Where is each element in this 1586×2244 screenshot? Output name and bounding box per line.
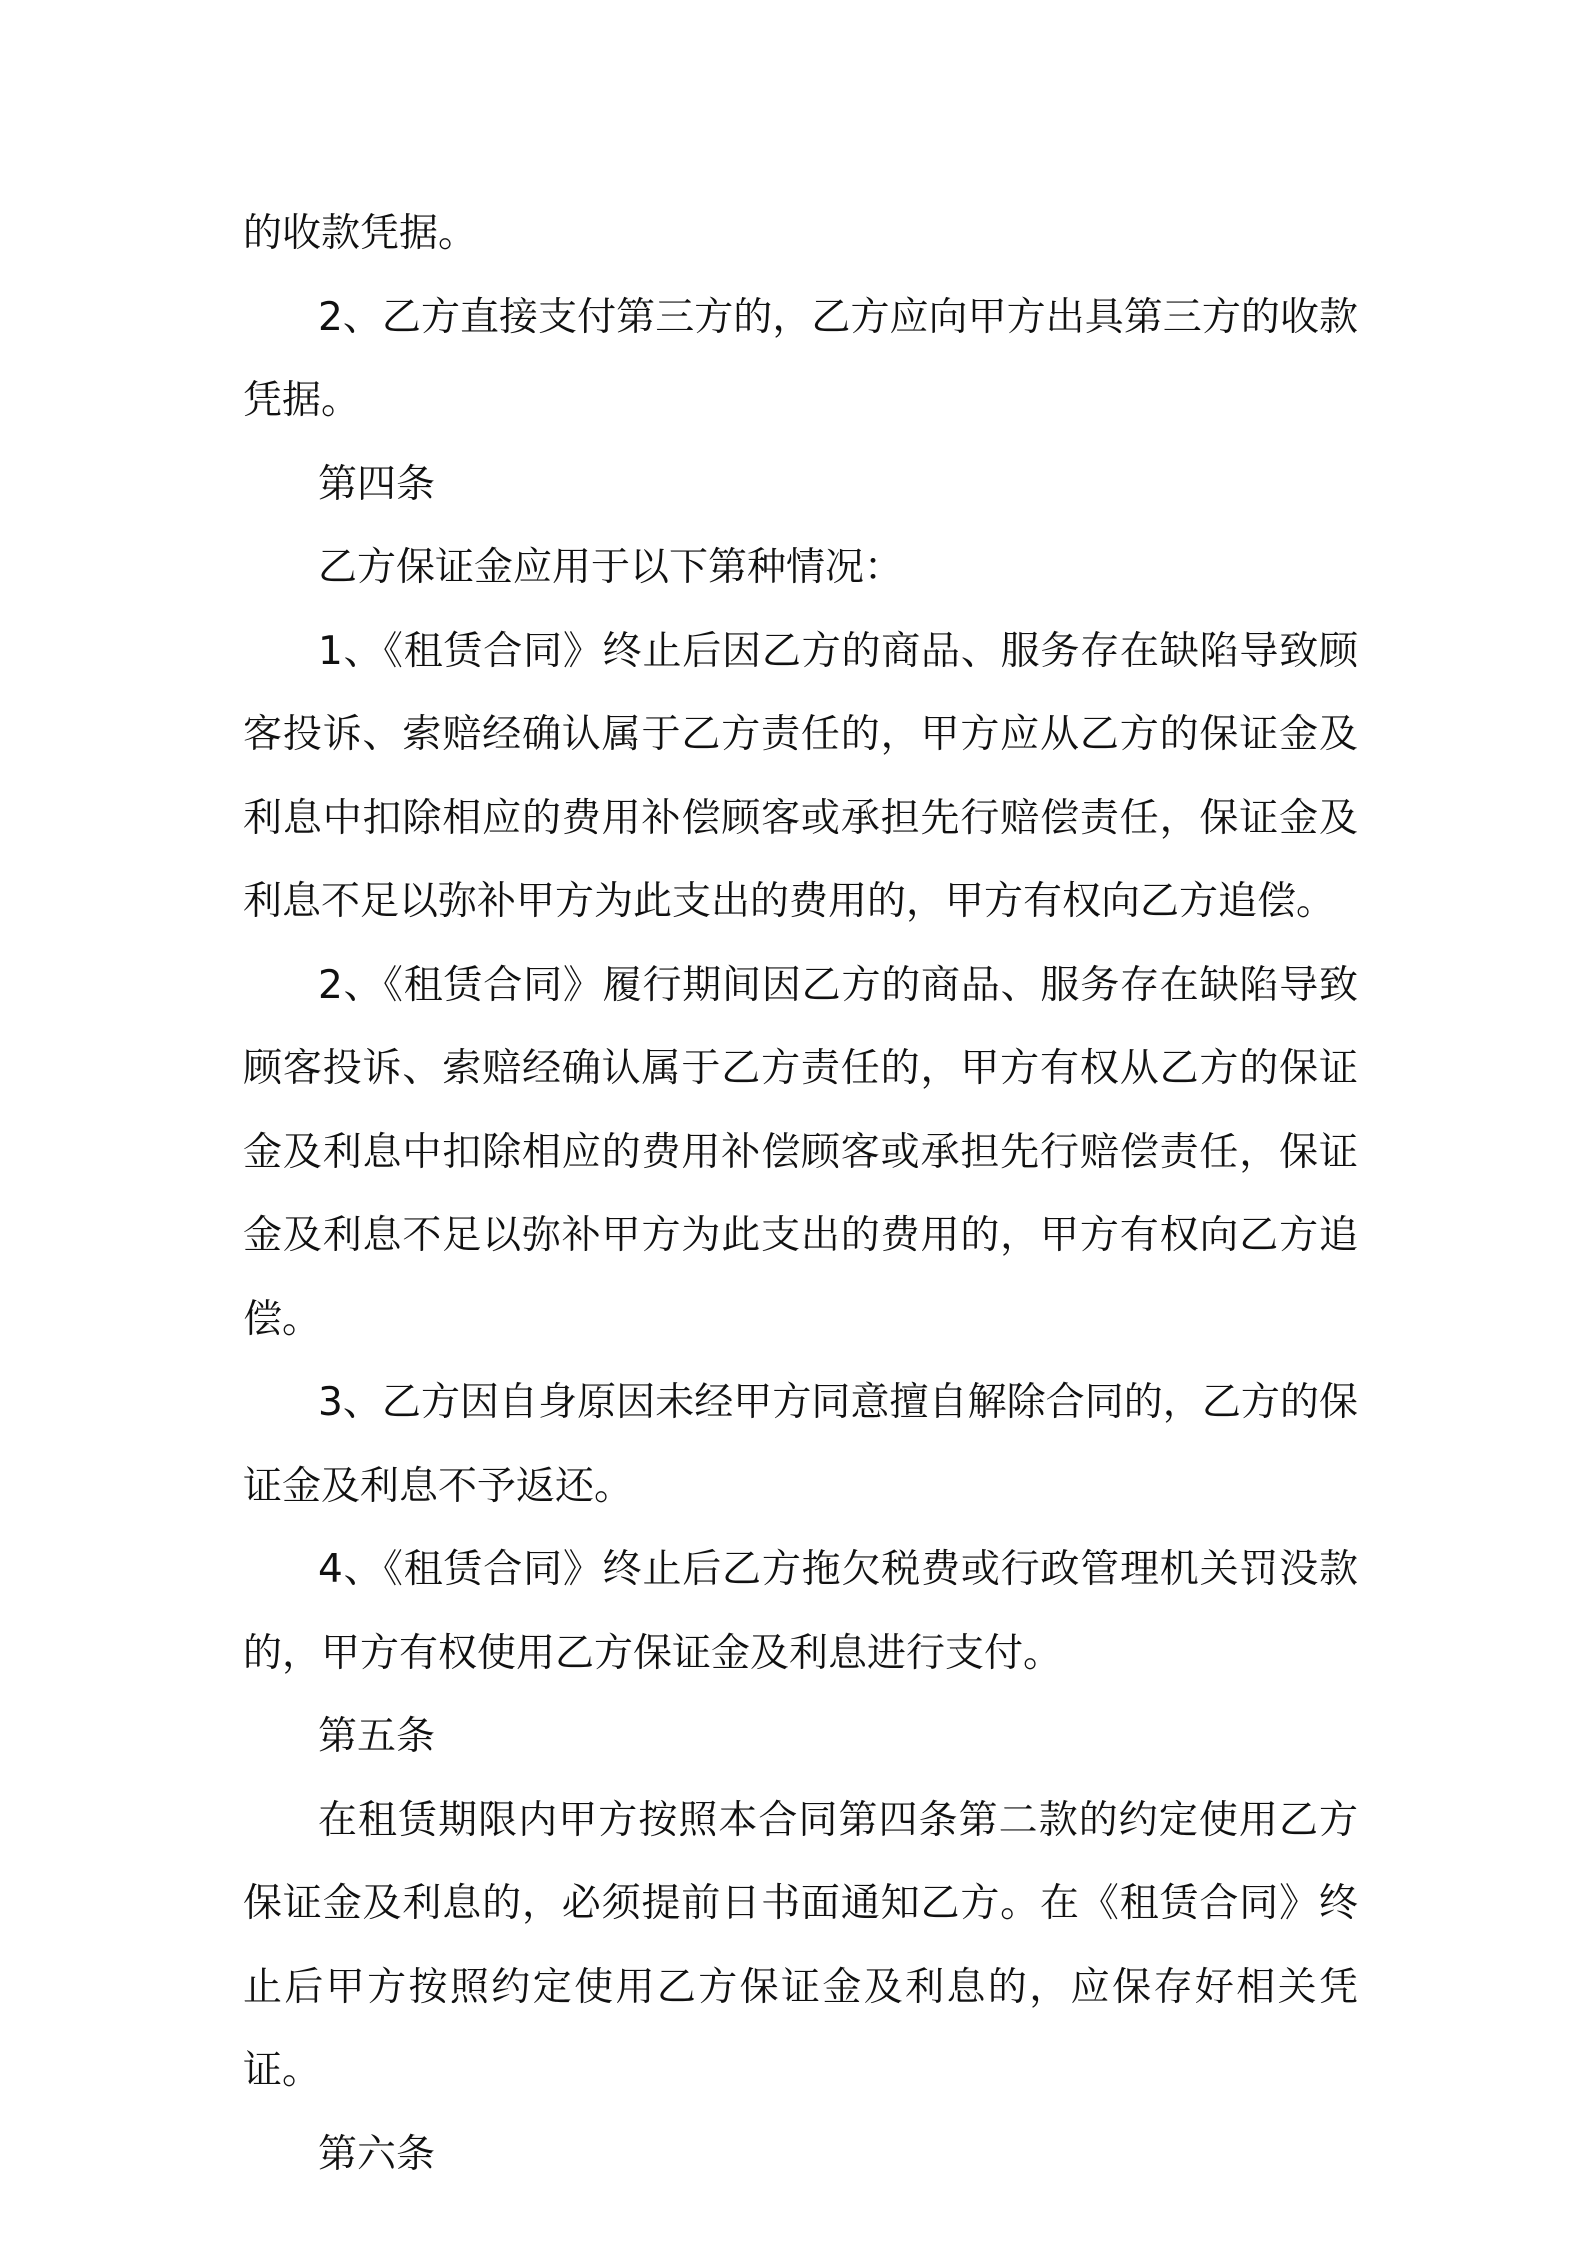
paragraph-continuation: 的收款凭据。 bbox=[243, 211, 478, 256]
heading-article-5: 第五条 bbox=[318, 1714, 436, 1759]
heading-article-6: 第六条 bbox=[318, 2131, 436, 2177]
paragraph-clause-3-2: 2、乙方直接支付第三方的，乙方应向甲方出具第三方的收款凭据。 bbox=[243, 294, 1358, 423]
paragraph-article-4-item-1: 1、《租赁合同》终止后因乙方的商品、服务存在缺陷导致顾客投诉、索赔经确认属于乙方责任的，甲方应从乙方的保证金及利息中扣除相应的费用补偿顾客或承担先行赔偿责任，保证金及利息不足以弥补甲方为此支出的费用的，甲方有权向乙方追偿。 bbox=[243, 628, 1358, 924]
paragraph-article-4-item-2: 2、《租赁合同》履行期间因乙方的商品、服务存在缺陷导致顾客投诉、索赔经确认属于乙方责任的，甲方有权从乙方的保证金及利息中扣除相应的费用补偿顾客或承担先行赔偿责任，保证金及利息不足以弥补甲方为此支出的费用的，甲方有权向乙方追偿。 bbox=[243, 962, 1358, 1342]
paragraph-article-5-body: 在租赁期限内甲方按照本合同第四条第二款的约定使用乙方保证金及利息的，必须提前日书面通知乙方。在《租赁合同》终止后甲方按照约定使用乙方保证金及利息的，应保存好相关凭证。 bbox=[243, 1797, 1358, 2093]
paragraph-article-4-intro: 乙方保证金应用于以下第种情况： bbox=[318, 545, 904, 590]
paragraph-article-4-item-4: 4、《租赁合同》终止后乙方拖欠税费或行政管理机关罚没款的，甲方有权使用乙方保证金及利息进行支付。 bbox=[243, 1547, 1358, 1676]
paragraph-article-4-item-3: 3、乙方因自身原因未经甲方同意擅自解除合同的，乙方的保证金及利息不予返还。 bbox=[243, 1380, 1358, 1509]
heading-article-4: 第四条 bbox=[318, 461, 436, 507]
document-body bbox=[243, 192, 1358, 2196]
